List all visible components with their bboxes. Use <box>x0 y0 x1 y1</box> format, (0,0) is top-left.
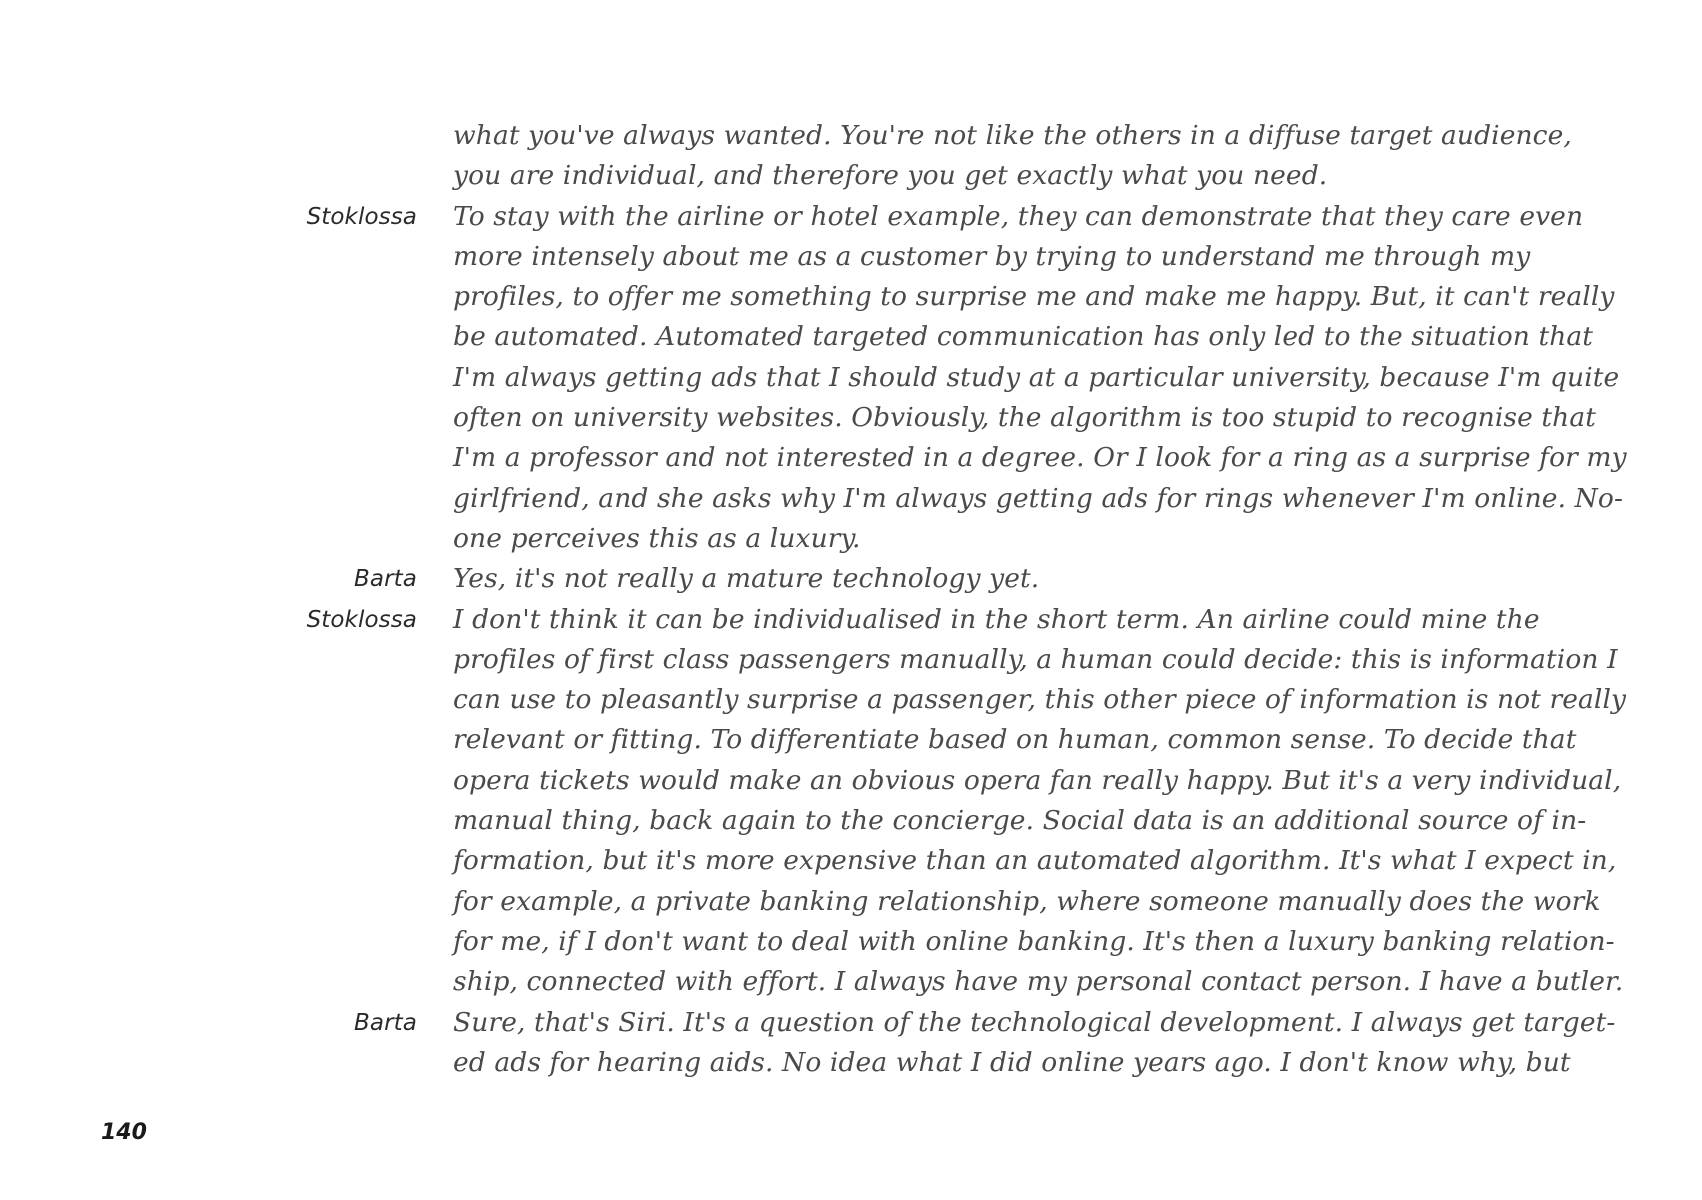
transcript-text: ed ads for hearing aids. No idea what I did online years ago. I don't know why, but <box>453 1046 1571 1078</box>
transcript-line <box>0 197 1702 237</box>
transcript-line <box>0 237 1702 277</box>
transcript-line <box>0 720 1702 760</box>
transcript-text: ship, connected with effort. I always have my personal contact person. I have a butler. <box>453 966 1624 998</box>
transcript-line <box>0 801 1702 841</box>
transcript-line <box>0 398 1702 438</box>
transcript-text: one perceives this as a luxury. <box>453 522 861 554</box>
transcript-text: manual thing, back again to the concierge. Social data is an additional source of in- <box>453 805 1587 837</box>
transcript-text: for me, if I don't want to deal with online banking. It's then a luxury banking relation- <box>453 925 1615 957</box>
transcript-line <box>0 317 1702 357</box>
transcript-line <box>0 922 1702 962</box>
transcript-text: formation, but it's more expensive than an automated algorithm. It's what I expect in, <box>453 845 1617 877</box>
transcript-line <box>0 1043 1702 1083</box>
speaker-name: Stoklossa <box>306 203 417 230</box>
transcript-text: what you've always wanted. You're not like the others in a diffuse target audience, <box>453 120 1572 151</box>
transcript-text: be automated. Automated targeted communication has only led to the situation that <box>453 321 1594 353</box>
speaker-name: Barta <box>354 1009 417 1036</box>
transcript-text: for example, a private banking relationship, where someone manually does the work <box>453 885 1601 917</box>
transcript-line <box>0 761 1702 801</box>
transcript-text: Yes, it's not really a mature technology yet. <box>453 563 1040 595</box>
transcript-line <box>0 156 1702 196</box>
transcript-line <box>0 116 1702 156</box>
transcript-line <box>0 962 1702 1002</box>
transcript-text: Sure, that's Siri. It's a question of the technological development. I always get target- <box>453 1006 1616 1038</box>
transcript-line <box>0 519 1702 559</box>
transcript-text: opera tickets would make an obvious opera fan really happy. But it's a very individual, <box>453 764 1622 796</box>
transcript-line <box>0 1003 1702 1043</box>
transcript-text: girlfriend, and she asks why I'm always getting ads for rings whenever I'm online. No- <box>453 482 1624 514</box>
transcript-text: I don't think it can be individualised in the short term. An airline could mine the <box>453 603 1540 635</box>
page-number: 140 <box>101 1120 147 1145</box>
transcript-text: often on university websites. Obviously, the algorithm is too stupid to recognise that <box>453 402 1596 434</box>
transcript-line <box>0 479 1702 519</box>
transcript-line <box>0 882 1702 922</box>
transcript-text: I'm a professor and not interested in a degree. Or I look for a ring as a surprise for my <box>453 442 1627 474</box>
transcript-line <box>0 277 1702 317</box>
transcript-line <box>0 600 1702 640</box>
transcript-text: more intensely about me as a customer by trying to understand me through my <box>453 240 1531 272</box>
transcript-line <box>0 640 1702 680</box>
speaker-name: Stoklossa <box>306 606 417 633</box>
transcript-line <box>0 438 1702 478</box>
transcript-text: To stay with the airline or hotel example, they can demonstrate that they care even <box>453 200 1584 232</box>
transcript-text: I'm always getting ads that I should study at a particular university, because I'm quite <box>453 361 1620 393</box>
transcript-text: profiles, to offer me something to surprise me and make me happy. But, it can't really <box>453 281 1615 313</box>
transcript-line <box>0 358 1702 398</box>
transcript-text: can use to pleasantly surprise a passenger, this other piece of information is not really <box>453 684 1627 716</box>
speaker-name: Barta <box>354 566 417 593</box>
transcript-text: you are individual, and therefore you get exactly what you need. <box>453 160 1328 192</box>
transcript-text: relevant or fitting. To differentiate based on human, common sense. To decide that <box>453 724 1577 756</box>
interview-transcript <box>0 116 1702 1083</box>
transcript-text: profiles of first class passengers manually, a human could decide: this is information I <box>453 643 1618 675</box>
transcript-line <box>0 559 1702 599</box>
transcript-line <box>0 680 1702 720</box>
transcript-line <box>0 841 1702 881</box>
